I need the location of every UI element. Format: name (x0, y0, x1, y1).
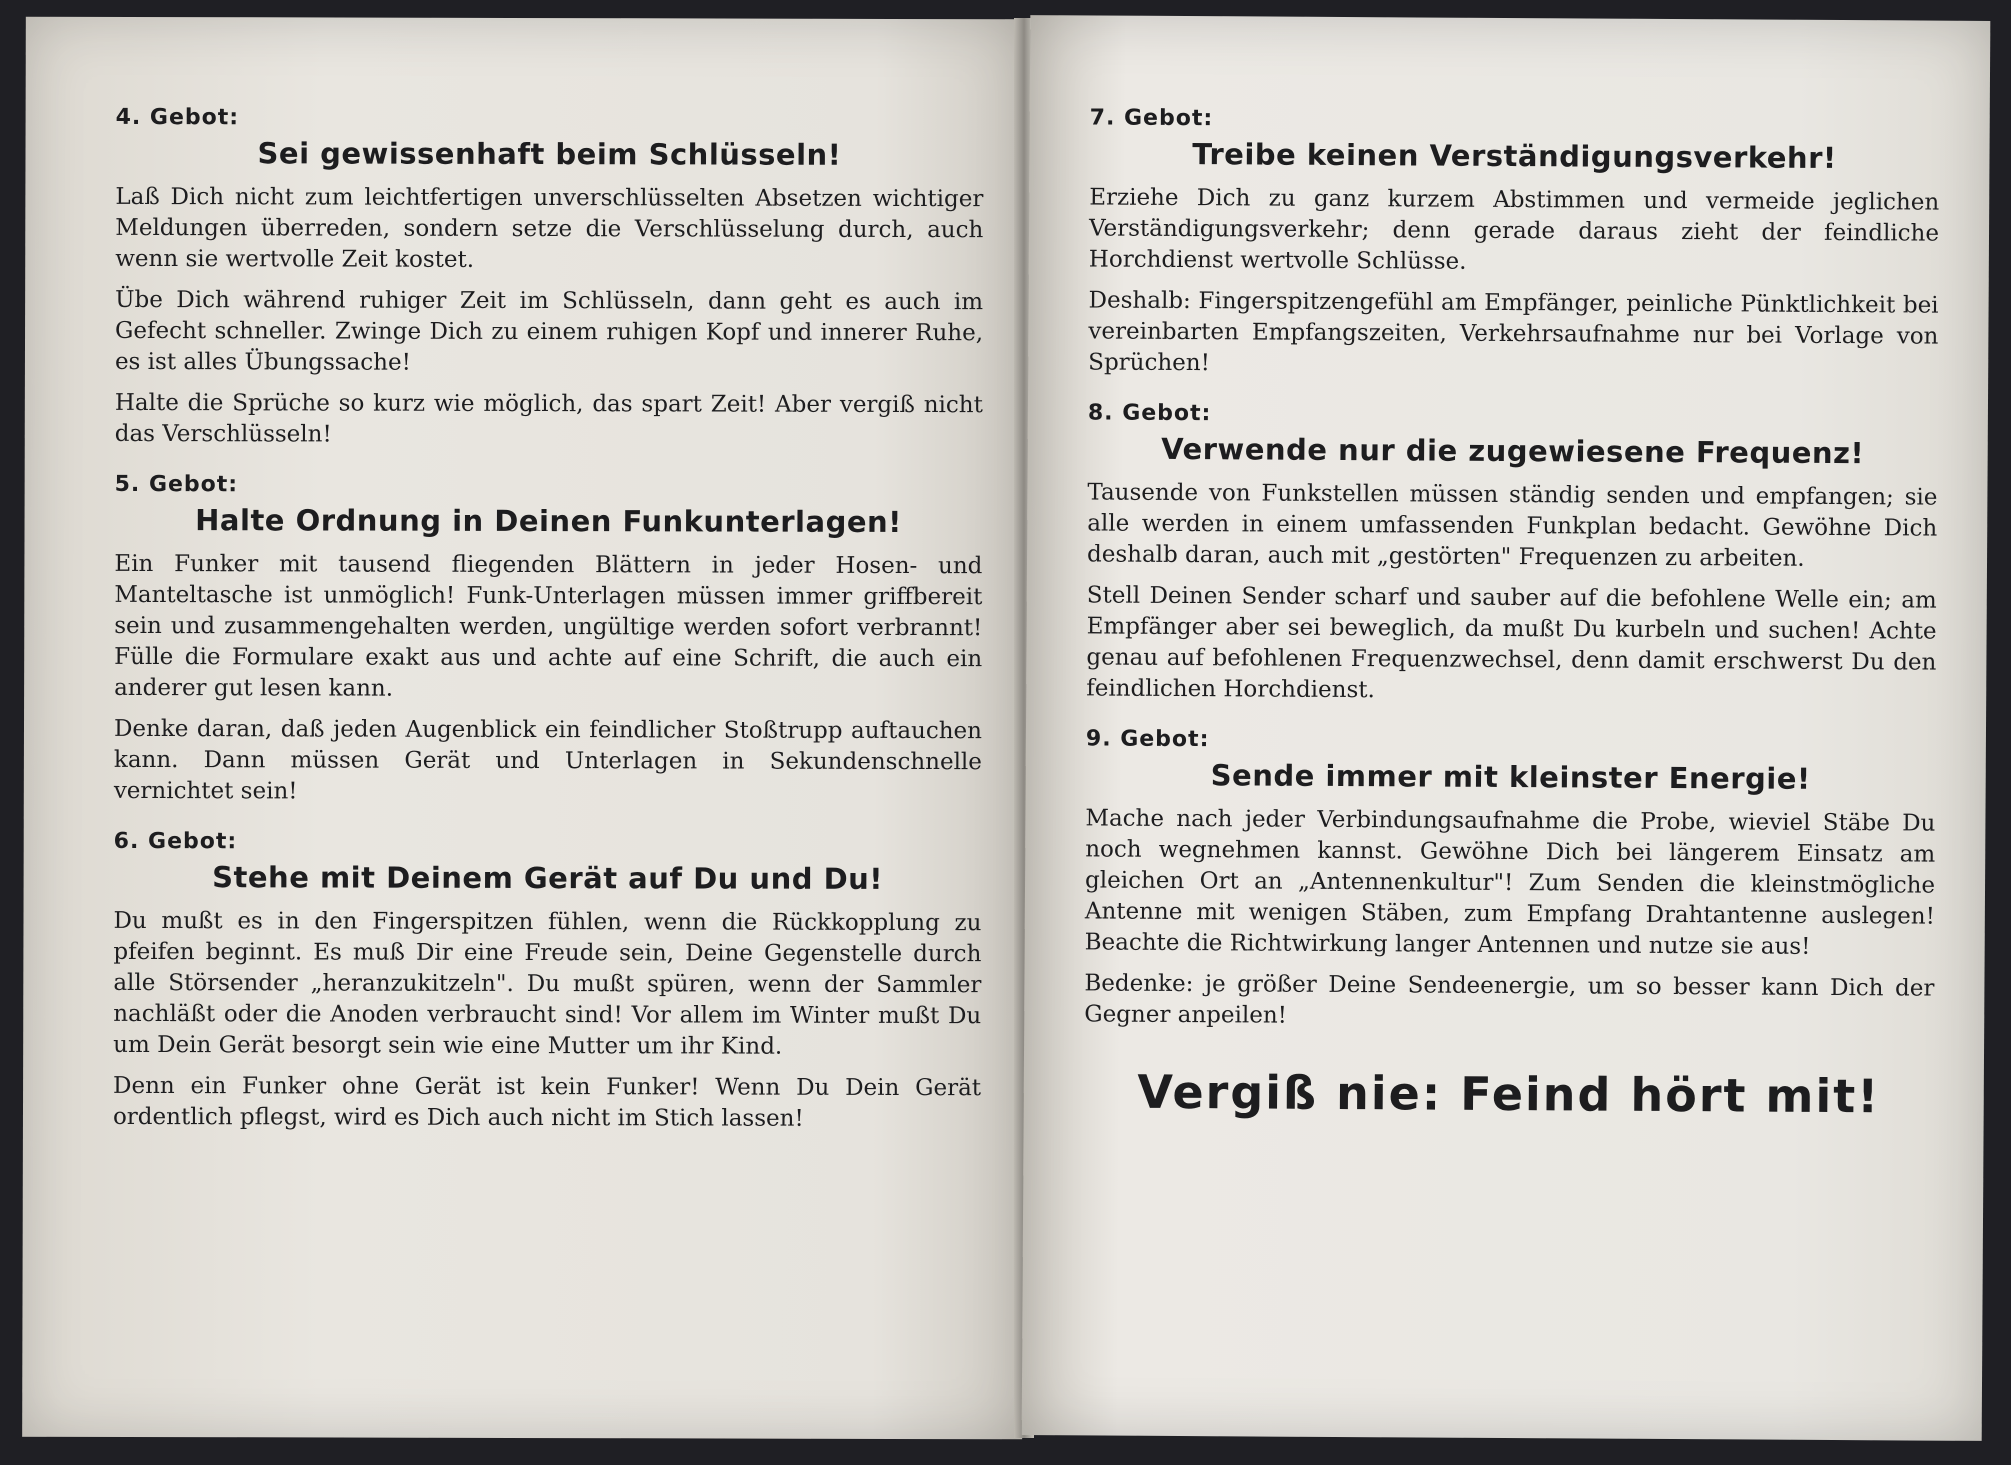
commandment-5 (114, 472, 983, 809)
paragraph: Übe Dich während ruhiger Zeit im Schlüsseln, dann geht es auch im Gefecht schneller. Zwinge Dich zu einem ruhigen Kopf und innerer Ruhe, es ist alles Übungssache! (114, 286, 984, 376)
paragraph: Deshalb: Fingerspitzengefühl am Empfänger, peinliche Pünktlichkeit bei vereinbarten Empfangszeiten, Verkehrsaufnahme nur bei Vorlage von Sprüchen! (1088, 287, 1939, 377)
commandment-7 (1088, 105, 1940, 383)
booklet (18, 18, 1993, 1448)
paragraph: Stell Deinen Sender scharf und sauber auf die befohlene Welle ein; am Empfänger aber sei beweglich, da mußt Du kurbeln und suchen! Achte genau auf befohlenen Frequenzwechsel, denn damit erschwerst Du den feindlichen Horchdienst. (1086, 582, 1937, 704)
commandment-label: 9. Gebot: (1085, 726, 1210, 753)
paragraph: Erziehe Dich zu ganz kurzem Abstimmen und vermeide jeglichen Verständigungsverkehr; denn gerade daraus zieht der feindliche Horchdienst wertvolle Schlüsse. (1088, 184, 1940, 275)
paragraph: Denn ein Funker ohne Gerät ist kein Funker! Wenn Du Dein Gerät ordentlich pflegst, wird es Dich auch nicht im Stich lassen! (112, 1072, 982, 1132)
commandment-label: 5. Gebot: (114, 471, 239, 498)
closing-slogan: Vergiß nie: Feind hört mit! (1137, 1064, 1881, 1124)
commandment-label: 7. Gebot: (1089, 105, 1214, 132)
paragraph: Halte die Sprüche so kurz wie möglich, das spart Zeit! Aber vergiß nicht das Verschlüsseln! (114, 389, 983, 448)
paragraph: Ein Funker mit tausend fliegenden Blättern in jeder Hosen- und Manteltasche ist unmöglich! Funk-Unterlagen müssen immer griffbereit sein und zusammengehalten werden, ungültige werden sofort verbrannt! Fülle die Formulare exakt aus und achte auf eine Schrift, die auch ein anderer gut lesen kann. (114, 550, 983, 702)
commandment-title: Halte Ordnung in Deinen Funkunterlagen! (195, 503, 902, 539)
commandment-4 (115, 105, 984, 452)
commandment-title: Treibe keinen Verständigungsverkehr! (1192, 137, 1837, 176)
commandment-label: 6. Gebot: (113, 828, 238, 855)
commandment-6 (113, 829, 982, 1135)
paragraph: Bedenke: je größer Deine Sendeenergie, um so besser kann Dich der Gegner anpeilen! (1084, 970, 1935, 1029)
paragraph: Laß Dich nicht zum leichtfertigen unverschlüsselten Absetzen wichtiger Meldungen überreden, sondern setze die Verschlüsselung durch, auch wenn sie wertvolle Zeit kostet. (115, 183, 984, 273)
paragraph: Tausende von Funkstellen müssen ständig senden und empfangen; sie alle werden in einem umfassenden Funkplan bedacht. Gewöhne Dich deshalb daran, auch mit „gestörten" Frequenzen zu arbeiten. (1086, 479, 1938, 572)
paragraph: Denke daran, daß jeden Augenblick ein feindlicher Stoßtrupp auftauchen kann. Dann müssen Gerät und Unterlagen in Sekundenschnelle vernichtet sein! (113, 715, 983, 805)
left-page (22, 17, 1026, 1440)
paragraph: Mache nach jeder Verbindungsaufnahme die Probe, wieviel Stäbe Du noch wegnehmen kannst. Gewöhne Dich bei längerem Einsatz am gleichen Ort an „Antennenkultur"! Zum Senden die kleinstmögliche Antenne mit wenigen Stäben, zum Empfang Drahtantenne auslegen! Beachte die Richtwirkung langer Antennen und nutze sie aus! (1084, 805, 1936, 960)
commandment-label: 4. Gebot: (115, 104, 240, 131)
right-page (1022, 15, 1991, 1441)
commandment-title: Stehe mit Deinem Gerät auf Du und Du! (212, 860, 884, 896)
commandment-8 (1086, 400, 1938, 709)
commandment-title: Verwende nur die zugewiesene Frequenz! (1161, 431, 1865, 471)
commandment-title: Sende immer mit kleinster Energie! (1210, 758, 1811, 796)
paragraph: Du mußt es in den Fingerspitzen fühlen, wenn die Rückkopplung zu pfeifen beginnt. Es muß Dir eine Freude sein, Deine Gegenstelle durch alle Störsender „heranzukitzeln". Du mußt spüren, wenn der Sammler nachläßt oder die Anoden verbraucht sind! Vor allem im Winter mußt Du um Dein Gerät besorgt sein wie eine Mutter um ihr Kind. (113, 907, 982, 1060)
commandment-label: 8. Gebot: (1087, 400, 1212, 427)
commandment-title: Sei gewissenhaft beim Schlüsseln! (257, 136, 842, 172)
commandment-9 (1084, 726, 1936, 1035)
